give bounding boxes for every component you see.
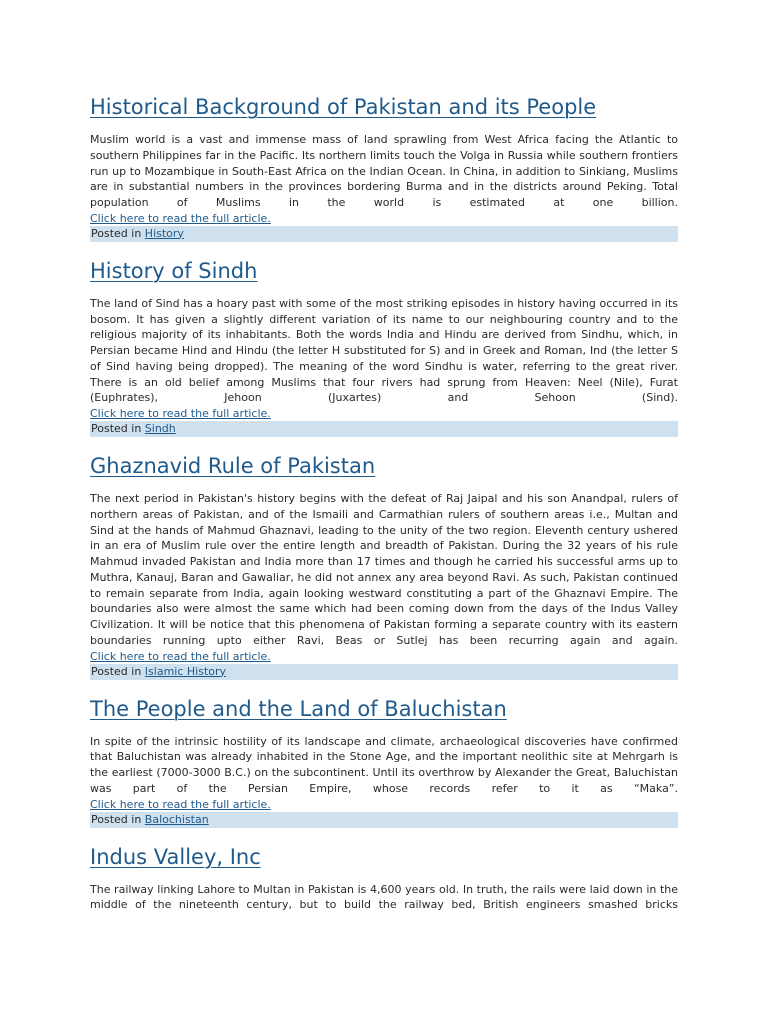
post-title-link[interactable]: Historical Background of Pakistan and its People bbox=[90, 95, 597, 119]
post-excerpt: Muslim world is a vast and immense mass of land sprawling from West Africa facing the Atlantic to southern Philippines far in the Pacific. Its northern limits touch the Volga in Russia while southern frontiers run up to Mozambique in South-East Africa on the Indian Ocean. In China, in addition to Sinkiang, Muslims are in substantial numbers in the provinces bordering Burma and in the districts around Peking. Total population of Muslims in the world is estimated at one billion. bbox=[90, 133, 678, 209]
posted-in-label: Posted in bbox=[91, 812, 142, 826]
posted-in-label: Posted in bbox=[91, 226, 142, 240]
category-link-history[interactable]: History bbox=[144, 226, 184, 240]
posted-in-bar bbox=[90, 812, 678, 828]
post-excerpt: The railway linking Lahore to Multan in Pakistan is 4,600 years old. In truth, the rails were laid down in the middle of the nineteenth century, but to build the railway bed, British engineers smashed bricks bbox=[90, 882, 678, 912]
read-more-link[interactable]: Click here to read the full article. bbox=[90, 407, 271, 420]
post-title-link[interactable]: History of Sindh bbox=[90, 258, 258, 283]
posted-in-bar bbox=[90, 664, 678, 680]
post-indus-valley bbox=[90, 842, 678, 914]
post-pakistan-background bbox=[90, 92, 678, 242]
posted-in-label: Posted in bbox=[91, 422, 142, 435]
posted-in-label: Posted in bbox=[91, 664, 142, 678]
read-more-link[interactable]: Click here to read the full article. bbox=[90, 797, 271, 811]
read-more-link[interactable]: Click here to read the full article. bbox=[90, 211, 271, 225]
category-link-islamic-history[interactable]: Islamic History bbox=[144, 664, 227, 678]
read-more-link[interactable]: Click here to read the full article. bbox=[90, 649, 271, 663]
post-history-of-sindh bbox=[90, 256, 678, 437]
post-baluchistan bbox=[90, 694, 678, 828]
post-title-link[interactable]: The People and the Land of Baluchistan bbox=[90, 696, 507, 721]
posted-in-bar bbox=[90, 421, 678, 437]
posted-in-bar bbox=[90, 226, 678, 242]
post-ghaznavid-rule bbox=[90, 451, 678, 680]
post-title-link[interactable]: Indus Valley, Inc bbox=[90, 844, 261, 869]
category-link-sindh[interactable]: Sindh bbox=[144, 422, 176, 435]
post-excerpt: In spite of the intrinsic hostility of its landscape and climate, archaeological discoveries have confirmed that Baluchistan was already inhabited in the Stone Age, and the important neolithic site at Mehrgarh is the earliest (7000-3000 B.C.) on the subcontinent. Until its overthrow by Alexander the Great, Baluchistan was part of the Persian Empire, whose records refer to it as “Maka”. bbox=[90, 734, 678, 795]
category-link-balochistan[interactable]: Balochistan bbox=[144, 812, 209, 826]
post-excerpt: The next period in Pakistan's history begins with the defeat of Raj Jaipal and his son Anandpal, rulers of northern areas of Pakistan, and of the Ismaili and Carmathian rulers of southern areas i.e., Multan and Sind at the hands of Mahmud Ghaznavi, leading to the unity of the two region. Eleventh century ushered in an era of Muslim rule over the entire length and breadth of Pakistan. During the 32 years of his rule Mahmud invaded Pakistan and India more than 17 times and though he carried his successful arms up to Muthra, Kanauj, Baran and Gawaliar, he did not annex any area beyond Ravi. As such, Pakistan continued to remain separate from India, again looking westward constituting a part of the Ghaznavi Empire. The boundaries also were almost the same which had been coming down from the days of the Indus Valley Civilization. It will be notice that this phenomena of Pakistan forming a separate country with its eastern boundaries running upto either Ravi, Beas or Sutlej has been recurring again and again. bbox=[90, 492, 678, 647]
post-excerpt: The land of Sind has a hoary past with some of the most striking episodes in history having occurred in its bosom. It has given a slightly different variation of its name to our neighbouring country and to the religious majority of its inhabitants. Both the words India and Hindu are derived from Sindhu, which, in Persian became Hind and Hindu (the letter H substituted for S) and in Greek and Roman, Ind (the letter S of Sind having being dropped). The meaning of the word Sindhu is water, referring to the great river. There is an old belief among Muslims that four rivers had sprung from Heaven: Neel (Nile), Furat (Euphrates), Jehoon (Juxartes) and Sehoon (Sind). bbox=[90, 296, 678, 405]
article-list bbox=[90, 92, 678, 913]
post-title-link[interactable]: Ghaznavid Rule of Pakistan bbox=[90, 454, 376, 478]
